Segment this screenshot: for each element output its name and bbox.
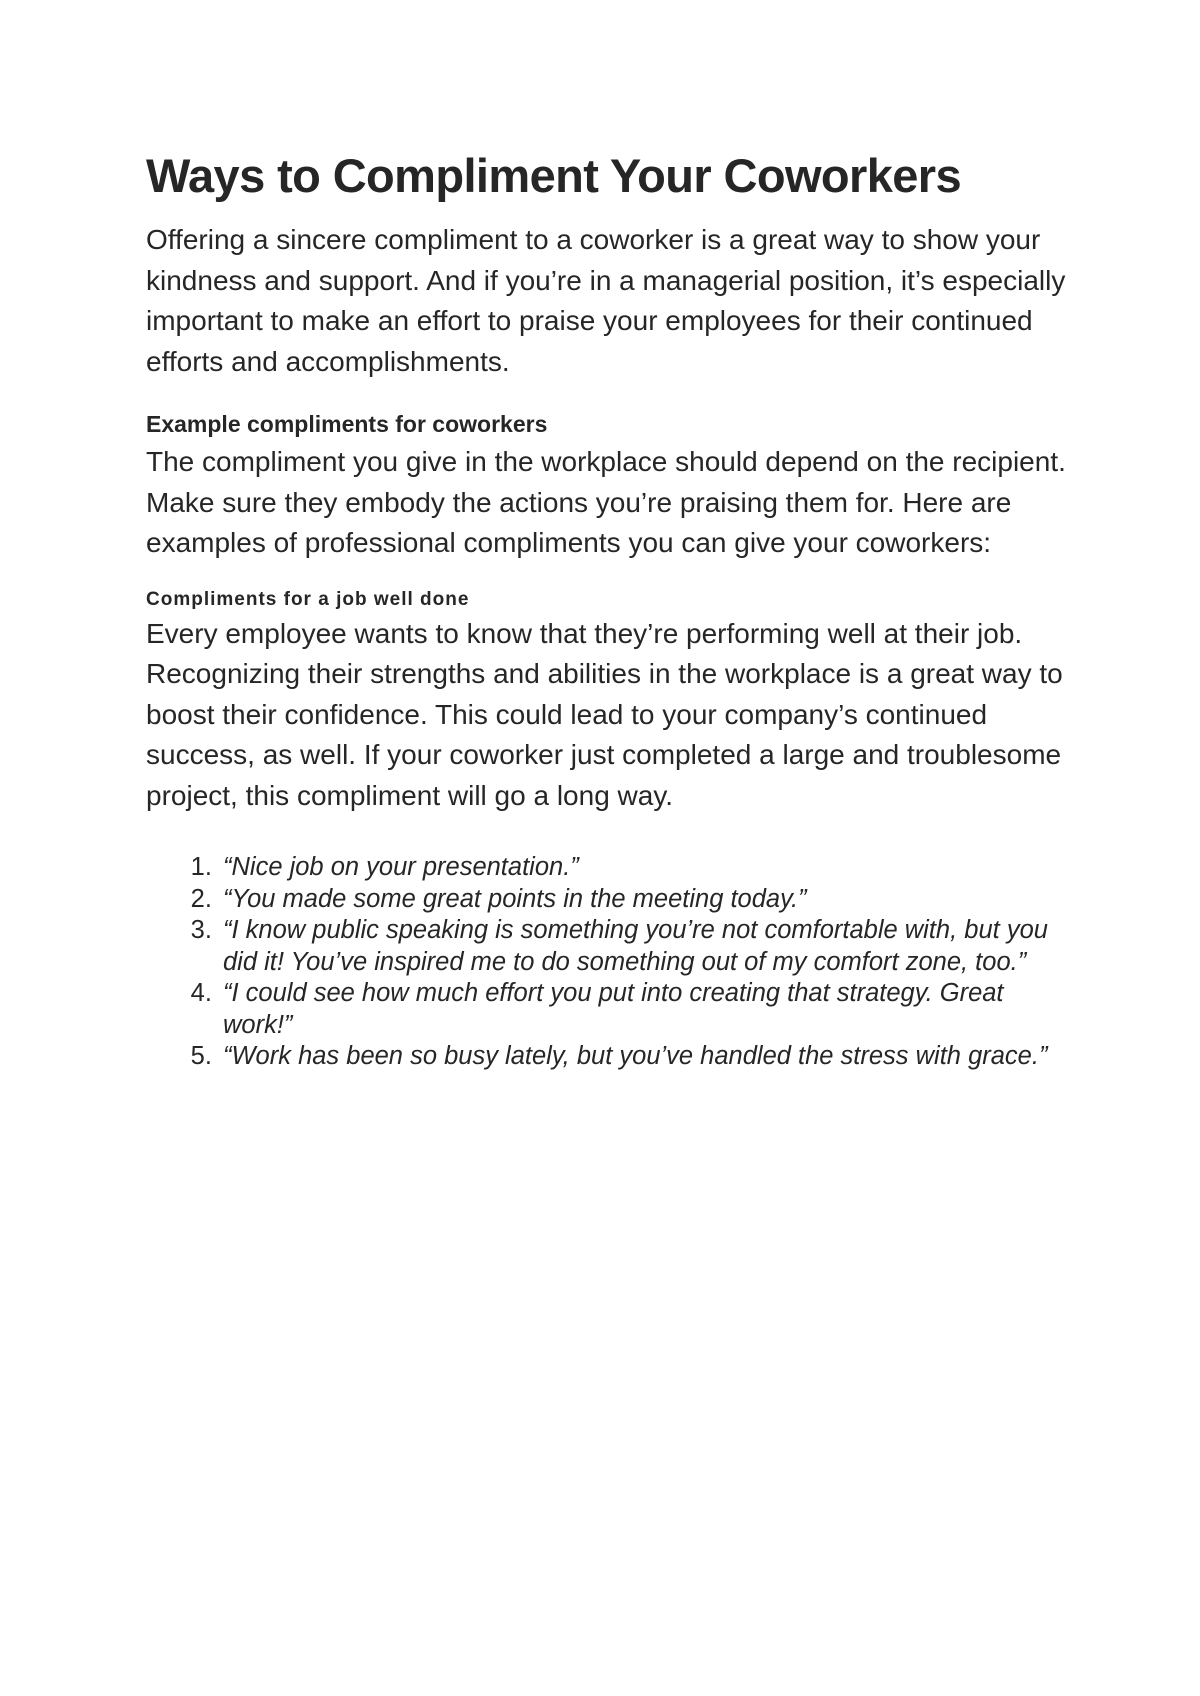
list-item: 5. “Work has been so busy lately, but you’ve handled the stress with grace.”: [219, 1041, 1059, 1073]
list-item: 3. “I know public speaking is something you’re not comfortable with, but you did it! You’ve inspired me to do something out of my comfort zone, too.”: [219, 915, 1059, 978]
subsection-heading: Compliments for a job well done: [146, 588, 470, 610]
section-paragraph: The compliment you give in the workplace should depend on the recipient. Make sure they embody the actions you’re praising them for. Here are examples of professional compliments you can give your coworkers:: [146, 446, 1066, 558]
list-item: 2. “You made some great points in the meeting today.”: [219, 884, 1059, 916]
list-item: 1. “Nice job on your presentation.”: [219, 852, 1059, 884]
compliments-list: [146, 852, 1059, 1073]
list-item: 4. “I could see how much effort you put into creating that strategy. Great work!”: [219, 978, 1059, 1041]
subsection-paragraph: Every employee wants to know that they’re performing well at their job. Recognizing their strengths and abilities in the workplace is a great way to boost their confidence. This could lead to your company’s continued success, as well. If your coworker just completed a large and troublesome project, this compliment will go a long way.: [146, 617, 1063, 811]
section-heading: Example compliments for coworkers: [146, 411, 548, 437]
intro-paragraph: Offering a sincere compliment to a coworker is a great way to show your kindness and support. And if you’re in a managerial position, it’s especially important to make an effort to praise your employees for their continued efforts and accomplishments.: [146, 224, 1066, 377]
document-content: [146, 148, 1076, 1073]
page-title: Ways to Compliment Your Coworkers: [146, 149, 962, 202]
